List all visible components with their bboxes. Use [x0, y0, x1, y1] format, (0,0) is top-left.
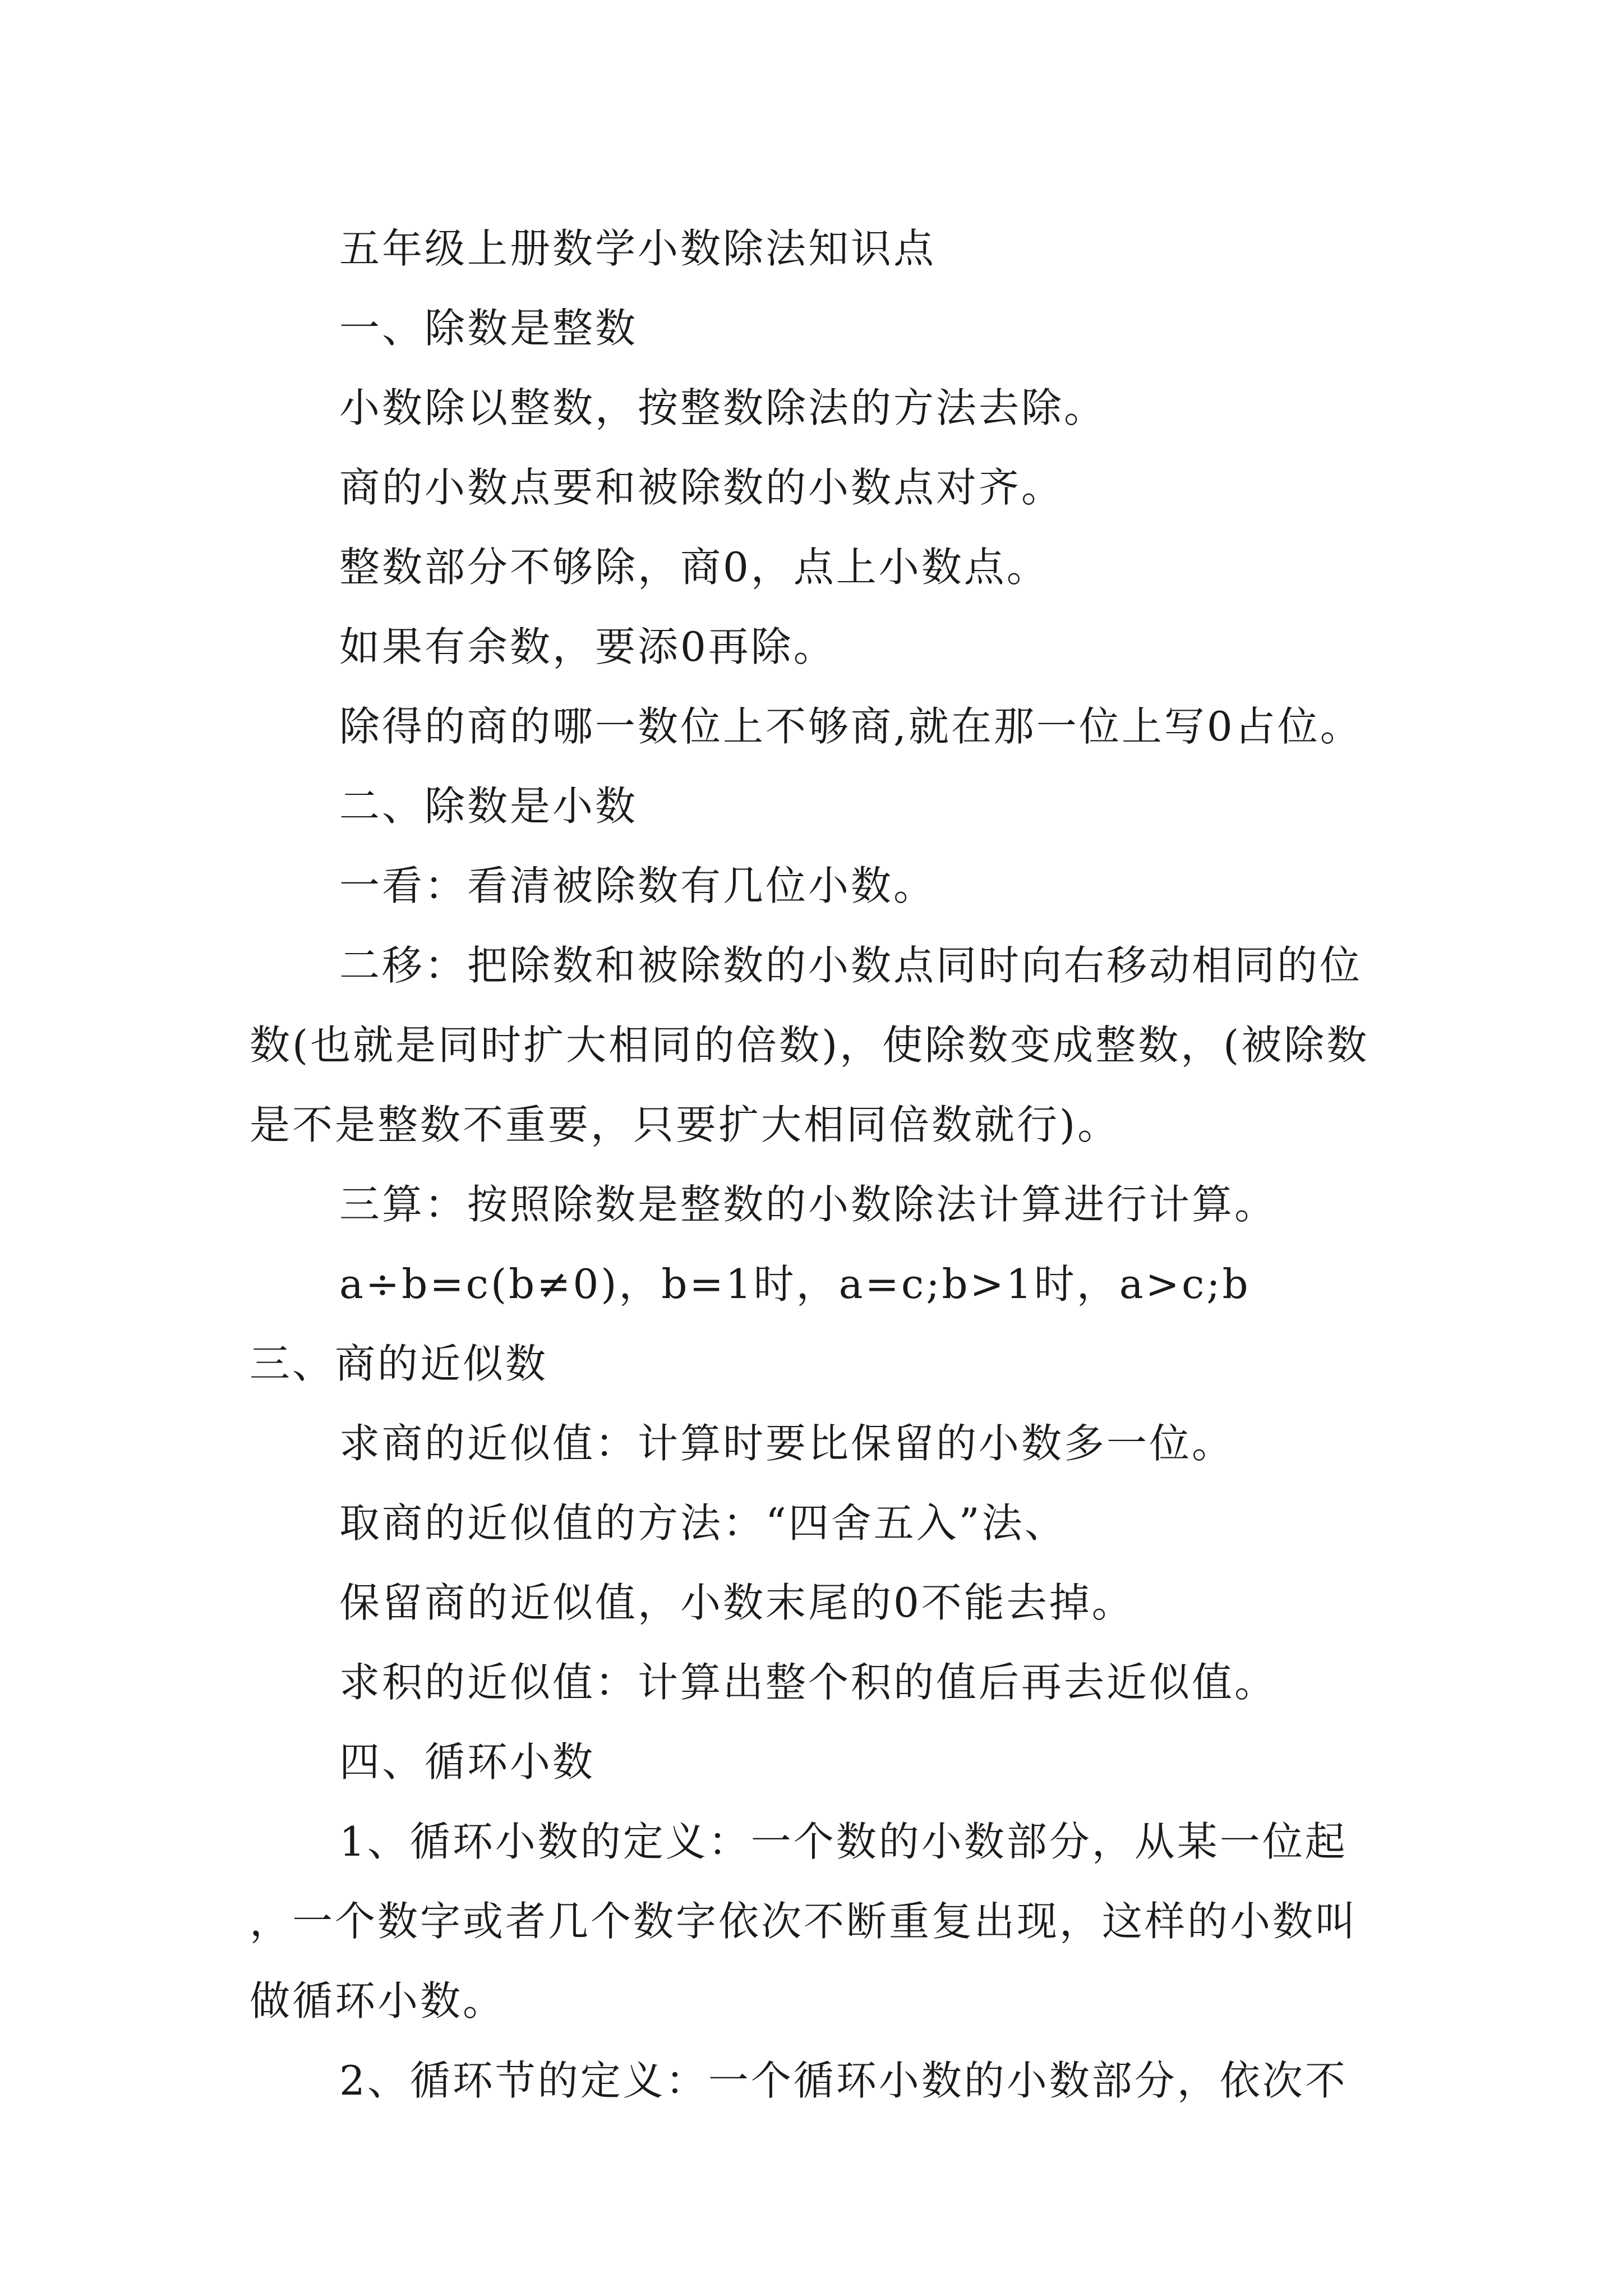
paragraph: 求商的近似值：计算时要比保留的小数多一位。: [339, 1420, 1235, 1467]
paragraph: 如果有余数，要添0再除。: [339, 623, 836, 670]
paragraph: 取商的近似值的方法：“四舍五入”法、: [339, 1499, 1067, 1547]
paragraph: 二移：把除数和被除数的小数点同时向右移动相同的位数(也就是同时扩大相同的倍数)，使除数变成整数，(被除数是不是整数不重要，只要扩大相同倍数就行)。: [250, 942, 1370, 1148]
section-heading: 一、除数是整数: [339, 305, 638, 352]
paragraph: 2、循环节的定义：一个循环小数的小数部分，依次不: [339, 2057, 1348, 2104]
document-body: [250, 209, 1388, 2120]
paragraph: 一看：看清被除数有几位小数。: [339, 862, 937, 909]
paragraph: a÷b=c(b≠0)，b=1时，a=c;b>1时，a>c;b 三、商的近似数: [250, 1260, 1378, 1387]
paragraph: 商的小数点要和被除数的小数点对齐。: [339, 464, 1064, 511]
paragraph: 小数除以整数，按整数除法的方法去除。: [339, 384, 1107, 431]
section-heading: 四、循环小数: [339, 1738, 596, 1786]
paragraph: 求积的近似值：计算出整个积的值后再去近似值。: [339, 1659, 1278, 1706]
document-title: 五年级上册数学小数除法知识点: [339, 225, 937, 272]
paragraph: 保留商的近似值，小数末尾的0不能去掉。: [339, 1579, 1135, 1626]
paragraph: 1、循环小数的定义：一个数的小数部分，从某一位起，一个数字或者几个数字依次不断重复出现，这样的小数叫做循环小数。: [250, 1818, 1358, 2024]
paragraph: 整数部分不够除，商0，点上小数点。: [339, 544, 1049, 591]
paragraph: 除得的商的哪一数位上不够商,就在那一位上写0占位。: [339, 703, 1363, 750]
section-heading: 二、除数是小数: [339, 783, 638, 830]
paragraph: 三算：按照除数是整数的小数除法计算进行计算。: [339, 1181, 1278, 1228]
